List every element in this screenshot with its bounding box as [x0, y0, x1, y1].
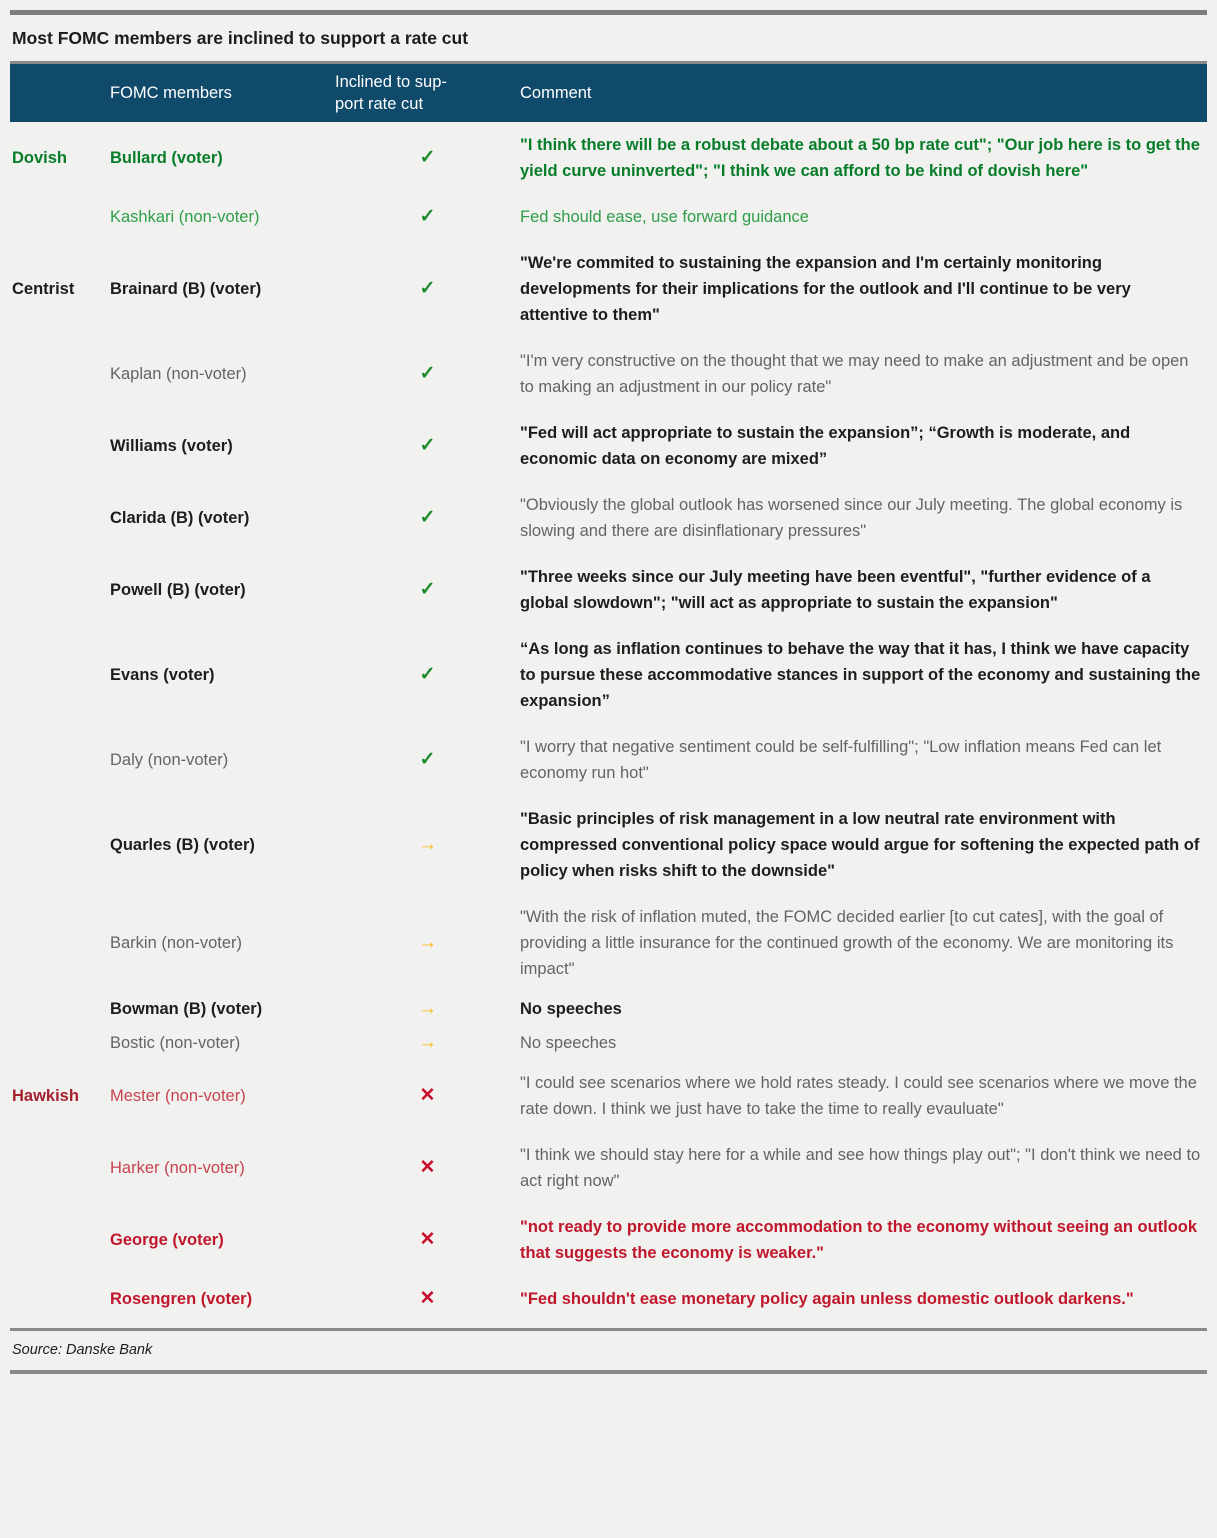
- table-row: [10, 894, 1207, 992]
- table-row: [10, 554, 1207, 626]
- table-row: [10, 796, 1207, 894]
- member-comment: Fed should ease, use forward guidance: [520, 208, 809, 226]
- check-icon: ✓: [419, 579, 436, 600]
- table-body: [10, 122, 1207, 1322]
- member-comment: "Obviously the global outlook has worsened since our July meeting. The global economy is slowing and there are disinflationary pressures": [520, 496, 1183, 540]
- check-icon: ✓: [419, 435, 436, 456]
- member-comment: “As long as inflation continues to behave the way that it has, I think we have capacity to pursue these accommodative stances in support of the economy and sustaining the expansion”: [520, 640, 1201, 710]
- table-row: [10, 338, 1207, 410]
- table-row: [10, 992, 1207, 1026]
- table-header: [10, 64, 1207, 122]
- header-comment: Comment: [520, 64, 1207, 122]
- cross-icon: ✕: [419, 1085, 436, 1106]
- member-name: Barkin (non-voter): [110, 934, 243, 952]
- arrow-icon: →: [418, 998, 437, 1019]
- member-name: Evans (voter): [110, 666, 215, 684]
- header-group-spacer: [10, 64, 110, 122]
- member-name: Clarida (B) (voter): [110, 509, 250, 527]
- member-comment: "Basic principles of risk management in a low neutral rate environment with compressed conventional policy space would argue for softening the expected path of policy when risks shift to the downside": [520, 810, 1200, 880]
- check-icon: ✓: [419, 749, 436, 770]
- member-comment: "With the risk of inflation muted, the FOMC decided earlier [to cut cates], with the goal of providing a little insurance for the continued growth of the economy. We are monitoring its impact": [520, 908, 1174, 978]
- table-row: [10, 1132, 1207, 1204]
- cross-icon: ✕: [419, 1288, 436, 1309]
- cross-icon: ✕: [419, 1229, 436, 1250]
- member-comment: "I think we should stay here for a while and see how things play out"; "I don't think we need to act right now": [520, 1146, 1201, 1190]
- fomc-members-table: [10, 64, 1207, 1322]
- arrow-icon: →: [418, 932, 437, 953]
- check-icon: ✓: [419, 507, 436, 528]
- check-icon: ✓: [419, 206, 436, 227]
- check-icon: ✓: [419, 278, 436, 299]
- member-name: Rosengren (voter): [110, 1290, 253, 1308]
- member-name: Bostic (non-voter): [110, 1034, 241, 1052]
- member-comment: "I'm very constructive on the thought that we may need to make an adjustment and be open to making an adjustment in our policy rate": [520, 352, 1189, 396]
- member-name: Kashkari (non-voter): [110, 208, 260, 226]
- group-label: Hawkish: [12, 1087, 79, 1105]
- member-name: Quarles (B) (voter): [110, 836, 255, 854]
- bottom-divider: [10, 1370, 1207, 1374]
- arrow-icon: →: [418, 834, 437, 855]
- table-row: [10, 482, 1207, 554]
- member-comment: "Fed will act appropriate to sustain the expansion”; “Growth is moderate, and economic data on economy are mixed”: [520, 424, 1131, 468]
- member-name: Brainard (B) (voter): [110, 280, 262, 298]
- table-row: [10, 1276, 1207, 1322]
- check-icon: ✓: [419, 147, 436, 168]
- table-row: [10, 194, 1207, 240]
- member-name: Bullard (voter): [110, 149, 223, 167]
- member-comment: "I worry that negative sentiment could be self-fulfilling"; "Low inflation means Fed can let economy run hot": [520, 738, 1162, 782]
- table-row: [10, 1026, 1207, 1060]
- header-inclined-to-support: [335, 64, 520, 122]
- member-comment: No speeches: [520, 1000, 622, 1018]
- table-row: [10, 240, 1207, 338]
- member-name: Mester (non-voter): [110, 1087, 246, 1105]
- arrow-icon: →: [418, 1032, 437, 1053]
- member-name: Harker (non-voter): [110, 1159, 245, 1177]
- member-name: Daly (non-voter): [110, 751, 229, 769]
- header-inclined-line1: Inclined to sup-: [335, 73, 447, 91]
- member-name: Kaplan (non-voter): [110, 365, 247, 383]
- member-comment: No speeches: [520, 1034, 617, 1052]
- member-comment: "I think there will be a robust debate about a 50 bp rate cut"; "Our job here is to get the yield curve uninverted"; "I think we can afford to be kind of dovish here": [520, 136, 1200, 180]
- group-label: Dovish: [12, 149, 68, 167]
- member-comment: "We're commited to sustaining the expansion and I'm certainly monitoring developments for their implications for the outlook and I'll continue to be very attentive to them": [520, 254, 1131, 324]
- check-icon: ✓: [419, 363, 436, 384]
- table-row: [10, 724, 1207, 796]
- member-comment: "Three weeks since our July meeting have been eventful", "further evidence of a global slowdown"; "will act as appropriate to sustain the expansion": [520, 568, 1151, 612]
- table-row: [10, 122, 1207, 194]
- table-row: [10, 1060, 1207, 1132]
- header-fomc-members: FOMC members: [110, 64, 335, 122]
- check-icon: ✓: [419, 664, 436, 685]
- member-name: Williams (voter): [110, 437, 233, 455]
- member-comment: "I could see scenarios where we hold rates steady. I could see scenarios where we move the rate down. I think we just have to take the time to really evauluate": [520, 1074, 1197, 1118]
- table-row: [10, 410, 1207, 482]
- member-name: George (voter): [110, 1231, 224, 1249]
- table-row: [10, 1204, 1207, 1276]
- header-inclined-line2: port rate cut: [335, 95, 424, 113]
- member-comment: "not ready to provide more accommodation to the economy without seeing an outlook that suggests the economy is weaker.": [520, 1218, 1198, 1262]
- page-title: Most FOMC members are inclined to support a rate cut: [12, 28, 469, 48]
- member-comment: "Fed shouldn't ease monetary policy again unless domestic outlook darkens.": [520, 1290, 1134, 1308]
- cross-icon: ✕: [419, 1157, 436, 1178]
- source-note: Source: Danske Bank: [12, 1342, 153, 1358]
- member-name: Powell (B) (voter): [110, 581, 246, 599]
- table-row: [10, 626, 1207, 724]
- member-name: Bowman (B) (voter): [110, 1000, 263, 1018]
- group-label: Centrist: [12, 280, 75, 298]
